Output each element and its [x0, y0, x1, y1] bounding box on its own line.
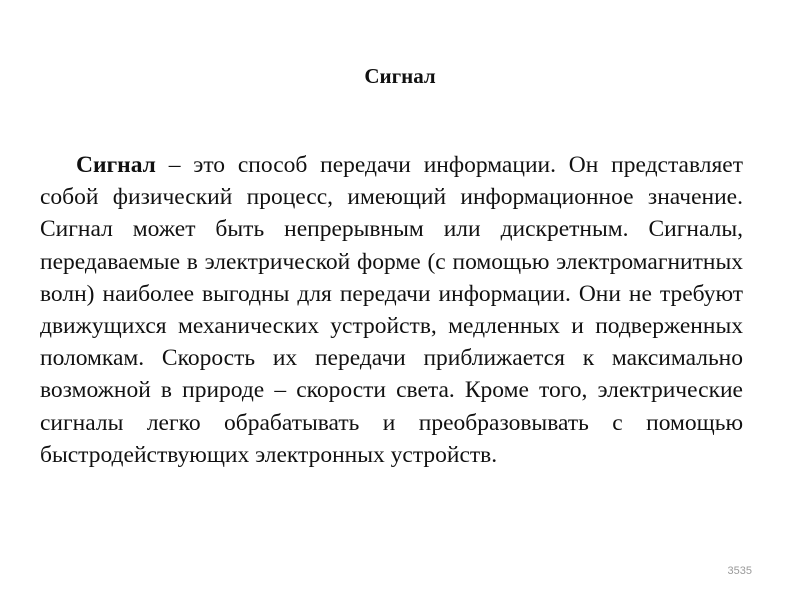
defined-term: Сигнал — [76, 152, 156, 178]
body-paragraph — [40, 149, 743, 471]
definition-text: – это способ передачи информации. Он представляет собой физический процесс, имеющий информационное значение. Сигнал может быть непрерывным или дискретным. Сигналы, передаваемые в электрической форме (с помощью электромагнитных волн) наиболее выгодны для передачи информации. Они не требуют движущихся механических устройств, медленных и подверженных поломкам. Скорость их передачи приближается к максимально возможной в природе – скорости света. Кроме того, электрические сигналы легко обрабатывать и преобразовывать с помощью быстродействующих электронных устройств. — [40, 152, 743, 468]
page-number: 3535 — [727, 565, 752, 577]
slide-title: Сигнал — [364, 64, 436, 88]
